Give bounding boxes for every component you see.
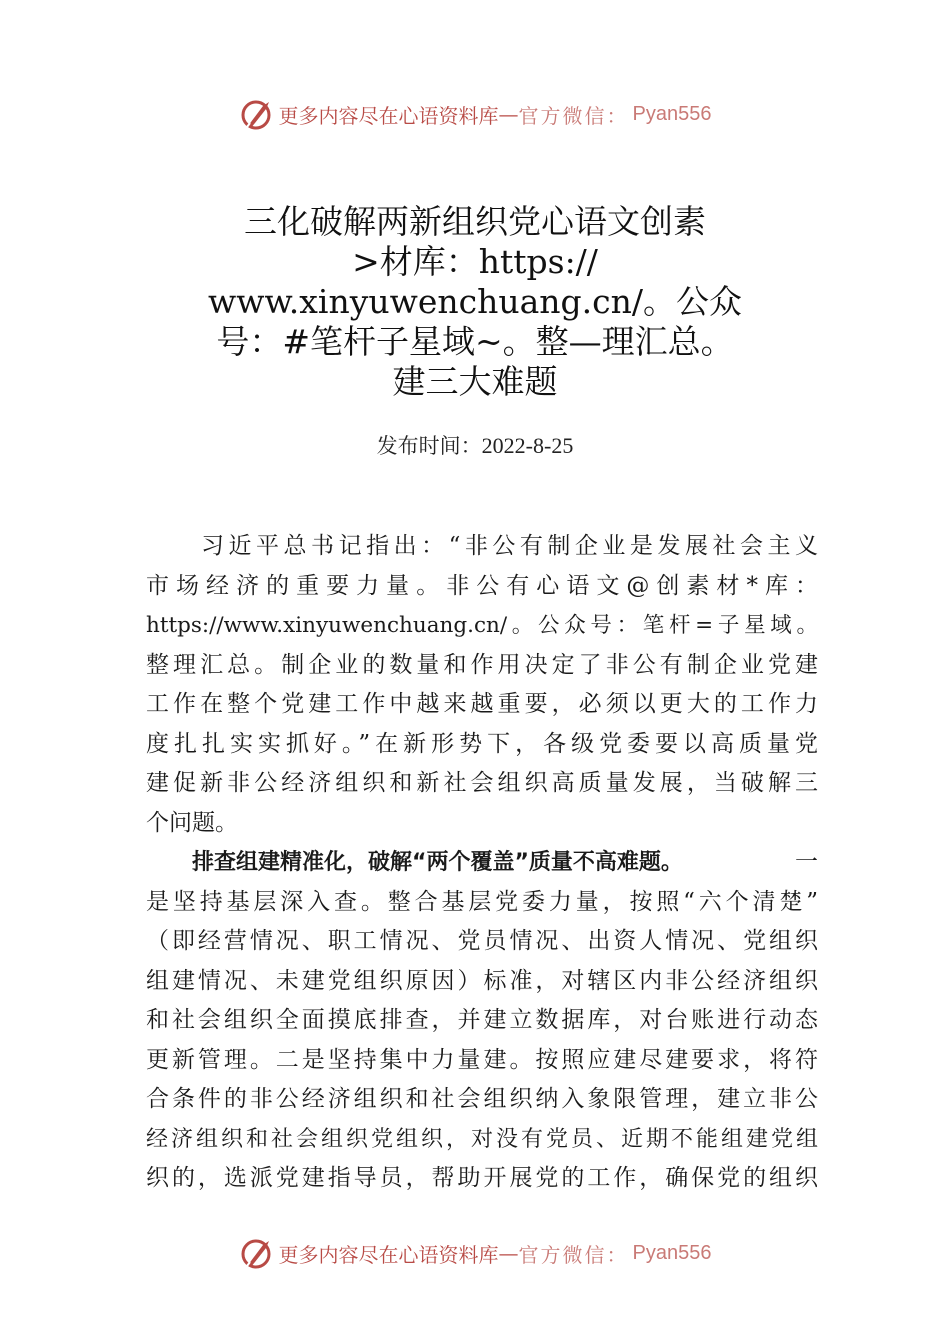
text-line: 整理汇总。制企业的数量和作用决定了非公有制企业党建 (146, 651, 818, 678)
document-title (150, 202, 800, 402)
publish-date-label: 发布时间： (376, 434, 482, 458)
text-line: 组建情况、未建党组织原因）标准，对辖区内非公经济组织 (146, 967, 818, 994)
title-line: >材库：https:// (352, 242, 598, 281)
banner-wechat-id: Pyan556 (632, 1241, 712, 1264)
text-fragment: 一 (795, 849, 818, 875)
publish-date-value: 2022-8-25 (481, 433, 574, 458)
title-line: 三化破解两新组织党心语文创素 (244, 202, 706, 241)
title-line: www.xinyuwenchuang.cn/。公众 (207, 282, 743, 321)
section-heading: 排查组建精准化，破解“两个覆盖”质量不高难题。 (192, 850, 683, 875)
banner-separator: — (498, 1241, 519, 1265)
text-line: 更新管理。二是坚持集中力量建。按照应建尽建要求，将符 (146, 1046, 818, 1073)
banner-text: 更多内容尽在心语资料库 (278, 103, 499, 128)
header-watermark-banner (0, 94, 950, 134)
paragraph-section-one (146, 843, 818, 1199)
text-line: 织的，选派党建指导员，帮助开展党的工作，确保党的组织 (146, 1165, 818, 1191)
banner-official-label: 官方微信： (518, 1242, 629, 1267)
text-line: 度扎扎实实抓好。”在新形势下，各级党委要以高质量党 (146, 730, 818, 757)
text-line: 市场经济的重要力量。非公有心语文@创素材*库： (146, 572, 818, 599)
title-line: 建三大难题 (392, 362, 558, 401)
footer-watermark-banner (0, 1233, 950, 1273)
text-line: 经济组织和社会组织党组织，对没有党员、近期不能组建党组 (146, 1126, 818, 1152)
text-line: 和社会组织全面摸底排查，并建立数据库，对台账进行动态 (146, 1007, 818, 1033)
text-line: 合条件的非公经济组织和社会组织纳入象限管理，建立非公 (146, 1086, 818, 1112)
text-line: 建促新非公经济组织和新社会组织高质量发展，当破解三 (146, 770, 818, 796)
text-line (146, 843, 818, 883)
title-line: 号：#笔杆子星域~。整—理汇总。 (216, 322, 734, 361)
banner-separator: — (498, 102, 519, 126)
pen-logo-icon (239, 96, 275, 132)
text-line: 工作在整个党建工作中越来越重要，必须以更大的工作力 (146, 691, 818, 717)
banner-text: 更多内容尽在心语资料库 (278, 1242, 499, 1267)
publish-date (0, 430, 950, 460)
pen-logo-icon (239, 1235, 275, 1271)
paragraph-intro (146, 527, 818, 843)
text-line: 是坚持基层深入查。整合基层党委力量，按照“六个清楚” (146, 888, 818, 915)
banner-official-label: 官方微信： (518, 103, 629, 128)
text-line: 个问题。 (146, 809, 238, 836)
text-line: https://www.xinyuwenchuang.cn/。公众号：笔杆=子星域。 (146, 613, 818, 638)
text-line: 习近平总书记指出：“非公有制企业是发展社会主义 (146, 533, 818, 559)
text-line: （即经营情况、职工情况、党员情况、出资人情况、党组织 (146, 928, 818, 954)
banner-wechat-id: Pyan556 (632, 102, 712, 125)
